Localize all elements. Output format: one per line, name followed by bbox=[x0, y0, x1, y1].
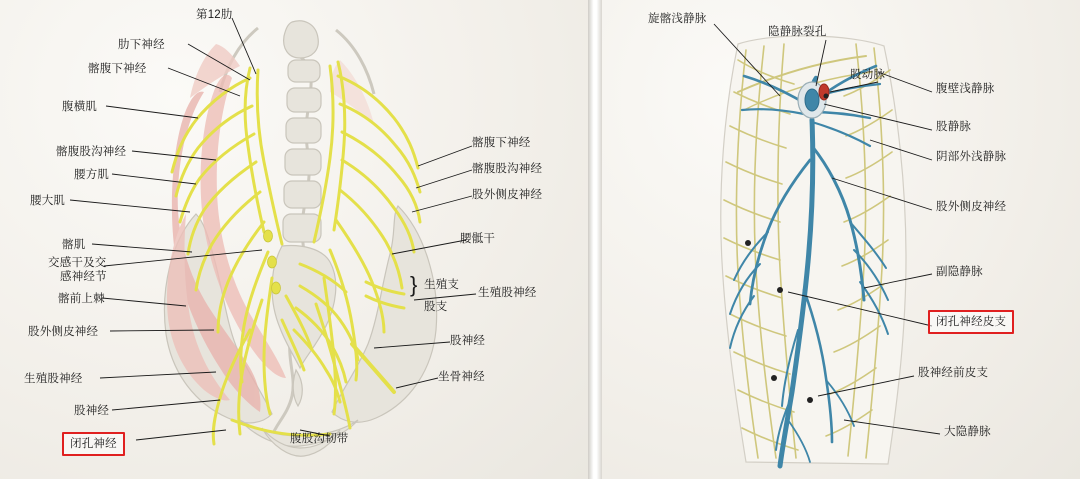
label-rib-12: 第12肋 bbox=[196, 9, 233, 21]
label-superficial-external-pudendal-vein: 阴部外浅静脉 bbox=[936, 151, 1007, 163]
label-iliacus: 髂肌 bbox=[62, 239, 86, 251]
label-sympathetic-trunk-line1: 交感干及交 bbox=[48, 257, 107, 269]
label-genitofemoral-nerve-right: 生殖股神经 bbox=[478, 287, 537, 299]
label-iliohypogastric-nerve-right: 髂腹下神经 bbox=[472, 137, 531, 149]
label-femoral-vein: 股静脉 bbox=[936, 121, 972, 133]
label-asis: 髂前上棘 bbox=[58, 293, 105, 305]
branch-brace: } bbox=[410, 272, 418, 297]
label-lateral-femoral-cutaneous-nerve-right: 股外侧皮神经 bbox=[472, 189, 543, 201]
label-psoas-major: 腰大肌 bbox=[30, 195, 66, 207]
page-gutter bbox=[588, 0, 602, 479]
label-superficial-epigastric-vein: 腹壁浅静脉 bbox=[936, 83, 995, 95]
label-genitofemoral-nerve-left: 生殖股神经 bbox=[24, 373, 83, 385]
label-obturator-cutaneous-branch-highlighted: 闭孔神经皮支 bbox=[928, 310, 1014, 334]
label-genital-branch: 生殖支 bbox=[424, 279, 460, 291]
label-anterior-cutaneous-branches-femoral-nerve: 股神经前皮支 bbox=[918, 367, 989, 379]
label-femoral-artery: 股动脉 bbox=[850, 69, 886, 81]
label-sciatic-nerve: 坐骨神经 bbox=[438, 371, 485, 383]
label-ilioinguinal-nerve-right: 髂腹股沟神经 bbox=[472, 163, 543, 175]
superficial-veins-illustration bbox=[588, 0, 1080, 479]
label-superficial-circumflex-iliac-vein: 旋髂浅静脉 bbox=[648, 13, 707, 25]
label-femoral-branch: 股支 bbox=[424, 301, 448, 313]
label-femoral-nerve-left: 股神经 bbox=[74, 405, 110, 417]
label-great-saphenous-vein: 大隐静脉 bbox=[944, 426, 991, 438]
label-subcostal-nerve: 肋下神经 bbox=[118, 39, 165, 51]
label-inguinal-ligament: 腹股沟韧带 bbox=[290, 433, 349, 445]
label-obturator-nerve-highlighted: 闭孔神经 bbox=[62, 432, 125, 456]
label-ilioinguinal-nerve: 髂腹股沟神经 bbox=[56, 146, 127, 158]
label-quadratus-lumborum: 腰方肌 bbox=[74, 169, 110, 181]
label-sympathetic-trunk-line2: 感神经节 bbox=[60, 271, 107, 283]
panel-superficial-veins bbox=[588, 0, 1080, 479]
label-femoral-nerve-right: 股神经 bbox=[450, 335, 486, 347]
label-lateral-femoral-cutaneous-nerve-right-panel: 股外侧皮神经 bbox=[936, 201, 1007, 213]
label-iliohypogastric-nerve: 髂腹下神经 bbox=[88, 63, 147, 75]
label-accessory-saphenous-vein: 副隐静脉 bbox=[936, 266, 983, 278]
label-transversus-abdominis: 腹横肌 bbox=[62, 101, 98, 113]
label-lumbosacral-trunk: 腰骶干 bbox=[460, 233, 496, 245]
label-lateral-femoral-cutaneous-nerve: 股外侧皮神经 bbox=[28, 326, 99, 338]
label-saphenous-hiatus: 隐静脉裂孔 bbox=[768, 26, 827, 38]
